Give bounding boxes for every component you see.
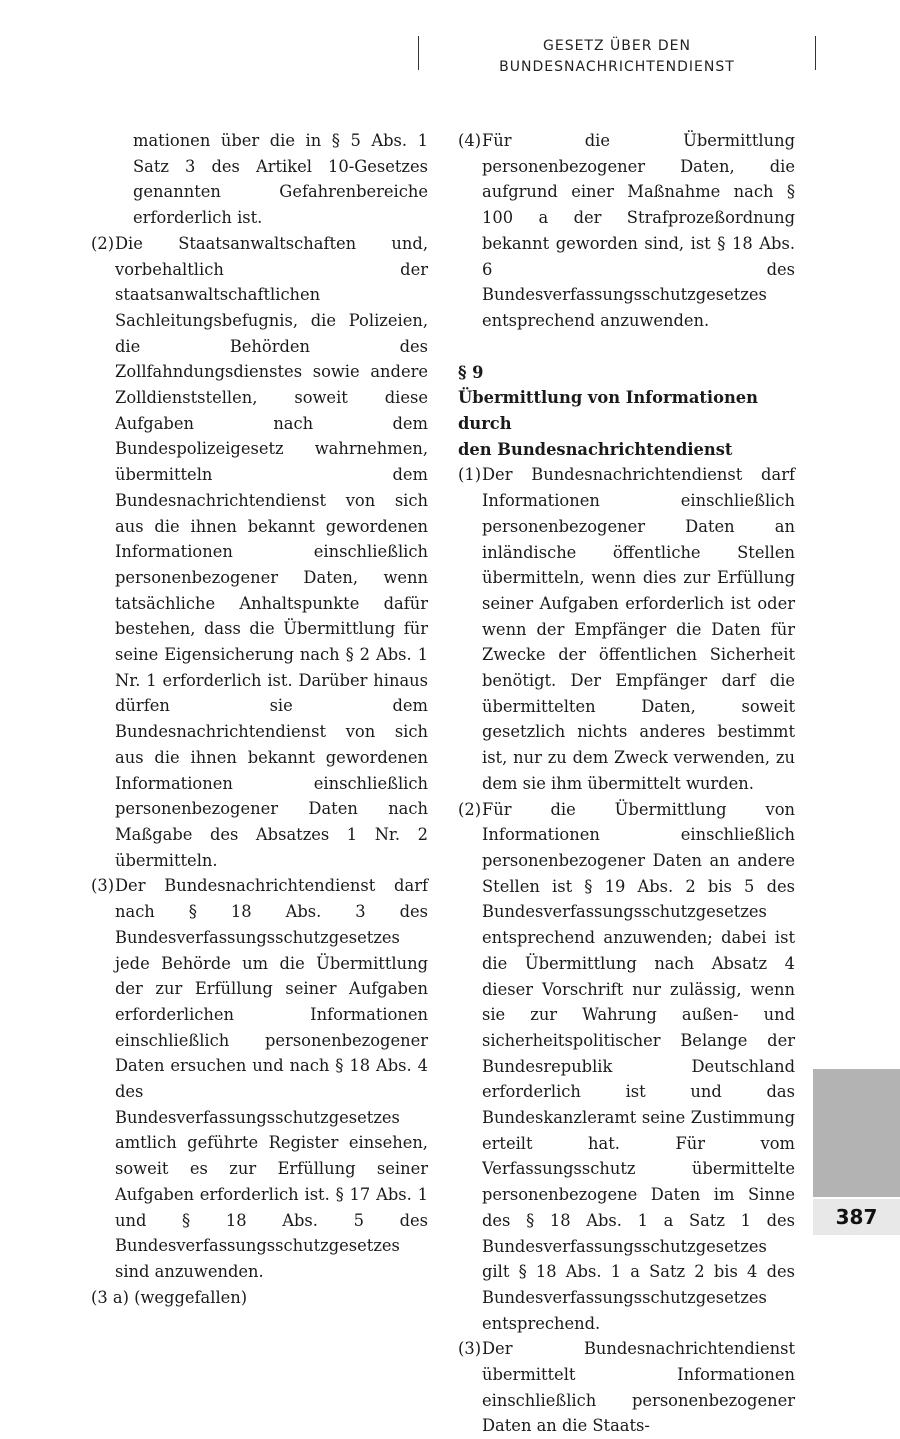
paragraph-text: Der Bundesnachrichtendienst darf Informationen einschließlich personenbezogener Daten an inländische öffentliche Stellen übermitteln, wenn dies zur Erfüllung seiner Aufgaben erforderlich ist oder wenn der Empfänger die Daten für Zwecke der öffentlichen Sicherheit benötigt. Der Empfänger darf die übermittelten Daten, soweit gesetzlich nichts anderes bestimmt ist, nur zu dem Zweck verwenden, zu dem sie ihm übermittelt wurden.	[482, 465, 795, 793]
running-header-line-1: GESETZ ÜBER DEN	[543, 38, 691, 54]
left-column	[91, 128, 428, 1310]
section-number: § 9	[458, 362, 484, 382]
section-spacer	[458, 334, 795, 360]
paragraph-text: Die Staatsanwaltschaften und, vorbehaltlich der staatsanwaltschaftlichen Sachleitungsbefugnis, die Polizeien, die Behörden des Zollfahndungsdienstes sowie andere Zolldienststellen, soweit diese Aufgaben nach dem Bundespolizeigesetz wahrnehmen, übermitteln dem Bundesnachrichtendienst von sich aus die ihnen bekannt gewordenen Informationen einschließlich personenbezogener Daten, wenn tatsächliche Anhaltspunkte dafür bestehen, dass die Übermittlung für seine Eigensicherung nach § 2 Abs. 1 Nr. 1 erforderlich ist. Darüber hinaus dürfen sie dem Bundesnachrichtendienst von sich aus die ihnen bekannt gewordenen Informationen einschließlich personenbezogener Daten nach Maßgabe des Absatzes 1 Nr. 2 übermitteln.	[115, 233, 428, 870]
right-column	[458, 128, 795, 1439]
continued-text: mationen über die in § 5 Abs. 1 Satz 3 des Artikel 10-Gesetzes genannten Gefahrenbereiche erforderlich ist.	[133, 131, 428, 228]
paragraph-3	[91, 873, 428, 1284]
paragraph-3a-deleted: (3 a) (weggefallen)	[91, 1287, 248, 1307]
paragraph-2	[91, 231, 428, 874]
paragraph-number: (3)	[91, 876, 115, 896]
paragraph-text: Der Bundesnachrichtendienst darf nach § 18 Abs. 3 des Bundesverfassungsschutzgesetzes jede Behörde um die Übermittlung der zur Erfüllung seiner Aufgaben erforderlichen Informationen einschließlich personenbezogener Daten ersuchen und nach § 18 Abs. 4 des Bundesverfassungsschutzgesetzes amtlich geführte Register einsehen, soweit es zur Erfüllung seiner Aufgaben erforderlich ist. § 17 Abs. 1 und § 18 Abs. 5 des Bundesverfassungsschutzgesetzes sind anzuwenden.	[115, 876, 428, 1281]
paragraph-text: Für die Übermittlung von Informationen einschließlich personenbezogener Daten an andere Stellen ist § 19 Abs. 2 bis 5 des Bundesverfassungsschutzgesetzes entsprechend anzuwenden; dabei ist die Übermittlung nach Absatz 4 dieser Vorschrift nur zulässig, wenn sie zur Wahrung außen- und sicherheitspolitischer Belange der Bundesrepublik Deutschland erforderlich ist und das Bundeskanzleramt seine Zustimmung erteilt hat. Für vom Verfassungsschutz übermittelte personenbezogene Daten im Sinne des § 18 Abs. 1 a Satz 1 des Bundesverfassungsschutzgesetzes gilt § 18 Abs. 1 a Satz 2 bis 4 des Bundesverfassungsschutzgesetzes entsprechend.	[482, 799, 795, 1333]
running-header	[418, 36, 816, 75]
paragraph-number: (1)	[458, 465, 482, 485]
paragraph-number: (2)	[91, 233, 115, 253]
thumb-index-tab	[813, 1069, 900, 1197]
section-title-line-2: den Bundesnachrichtendienst	[458, 439, 733, 459]
paragraph-text: Für die Übermittlung personenbezogener Daten, die aufgrund einer Maßnahme nach § 100 a der Strafprozeßordnung bekannt geworden sind, ist § 18 Abs. 6 des Bundesverfassungsschutzgesetzes entsprechend anzuwenden.	[482, 131, 795, 330]
paragraph-3	[458, 1336, 795, 1439]
paragraph-4	[458, 128, 795, 334]
paragraph-number: (4)	[458, 131, 482, 150]
section-title-line-1: Übermittlung von Informationen durch	[458, 388, 758, 434]
paragraph-2	[458, 797, 795, 1337]
page-number: 387	[813, 1199, 900, 1235]
paragraph-text: Der Bundesnachrichtendienst übermittelt Informationen einschließlich personenbezogener Daten an die Staats-	[482, 1339, 795, 1436]
running-header-line-2: BUNDESNACHRICHTENDIENST	[499, 59, 735, 75]
paragraph-number: (3)	[458, 1339, 482, 1359]
paragraph-number: (2)	[458, 799, 482, 819]
paragraph-1	[458, 462, 795, 796]
